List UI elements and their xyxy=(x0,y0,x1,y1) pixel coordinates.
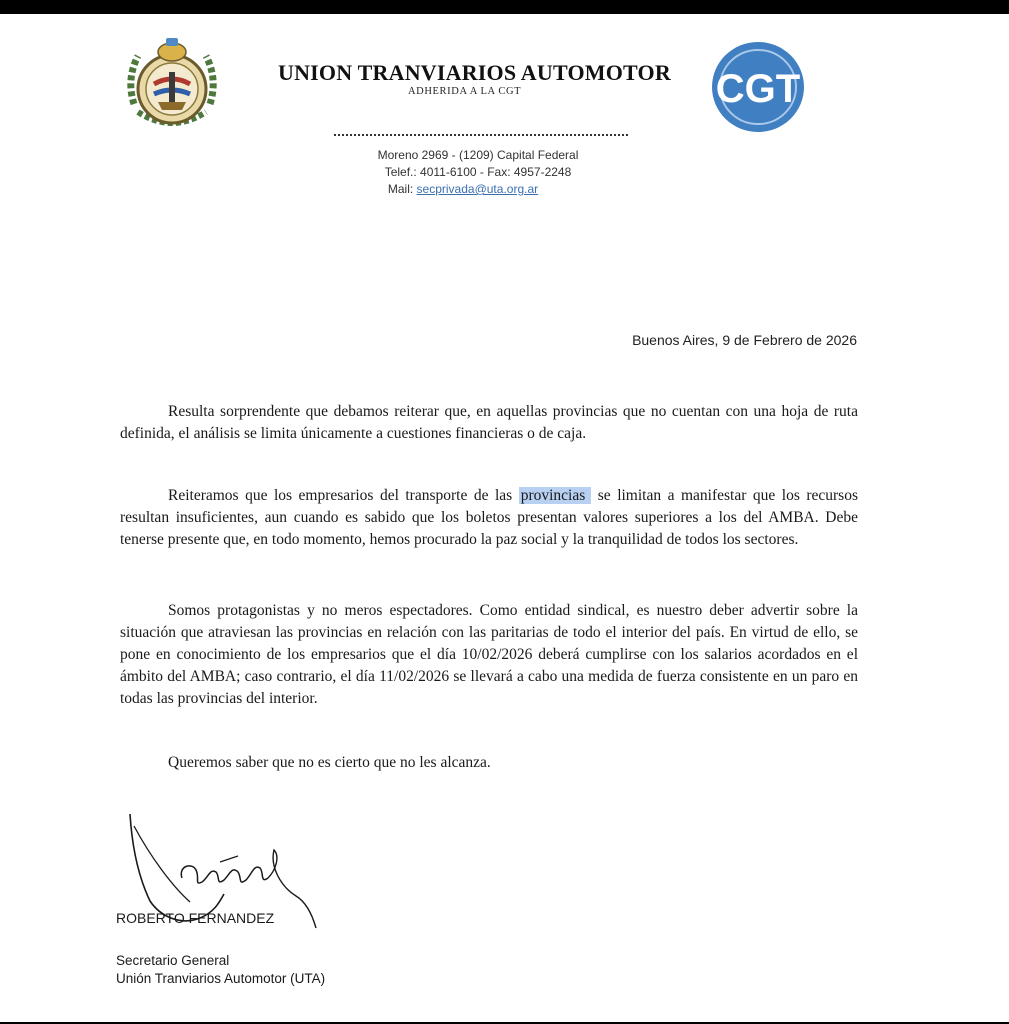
mail-link[interactable]: secprivada@uta.org.ar xyxy=(416,182,539,196)
highlighted-word[interactable]: provincias xyxy=(519,487,592,504)
address-line: Moreno 2969 - (1209) Capital Federal xyxy=(377,148,579,162)
letter-page xyxy=(0,14,1009,1024)
paragraph-3: Somos protagonistas y no meros espectadores. Como entidad sindical, es nuestro deber advertir sobre la situación que atraviesan las provincias en relación con las paritarias de todo el interior del país. En virtud de ello, se pone en conocimiento de los empresarios que el día 10/02/2026 deberá cumplirse con los salarios acordados en el ámbito del AMBA; caso contrario, el día 11/02/2026 se llevará a cabo una medida de fuerza consistente en un paro en todas las provincias del interior. xyxy=(120,602,858,707)
letter-date: Buenos Aires, 9 de Febrero de 2026 xyxy=(632,332,857,348)
paragraph-1: Resulta sorprendente que debamos reiterar que, en aquellas provincias que no cuentan con una hoja de ruta definida, el análisis se limita únicamente a cuestiones financieras o de caja. xyxy=(120,403,858,442)
header-divider xyxy=(334,134,628,136)
signer-title: Secretario General xyxy=(116,953,230,968)
cgt-logo-text: CGT xyxy=(715,67,801,111)
org-name: UNION TRANVIARIOS AUTOMOTOR xyxy=(278,60,671,85)
paragraph-2-start: Reiteramos que los empresarios del transporte de las xyxy=(168,487,519,504)
org-subtitle: ADHERIDA A LA CGT xyxy=(408,86,522,97)
signer-name: ROBERTO FERNANDEZ xyxy=(116,910,275,926)
signer-role xyxy=(116,952,325,988)
paragraph-2-end: se limitan a manifestar que los recursos resultan insuficientes, aun cuando es sabido que los boletos presentan valores superiores a los del AMBA. Debe tenerse presente que, en todo momento, hemos procurado la paz social y la tranquilidad de todos los sectores. xyxy=(120,487,858,548)
signer-organization: Unión Tranviarios Automotor (UTA) xyxy=(116,971,326,986)
mail-line xyxy=(253,182,673,196)
paragraph-4: Queremos saber que no es cierto que no les alcanza. xyxy=(168,754,491,771)
phone-line: Telef.: 4011-6100 - Fax: 4957-2248 xyxy=(384,165,572,179)
mail-label: Mail: xyxy=(387,182,414,196)
cgt-logo-icon xyxy=(710,40,806,134)
paragraph-2 xyxy=(120,485,858,551)
uta-emblem-icon xyxy=(124,34,220,134)
